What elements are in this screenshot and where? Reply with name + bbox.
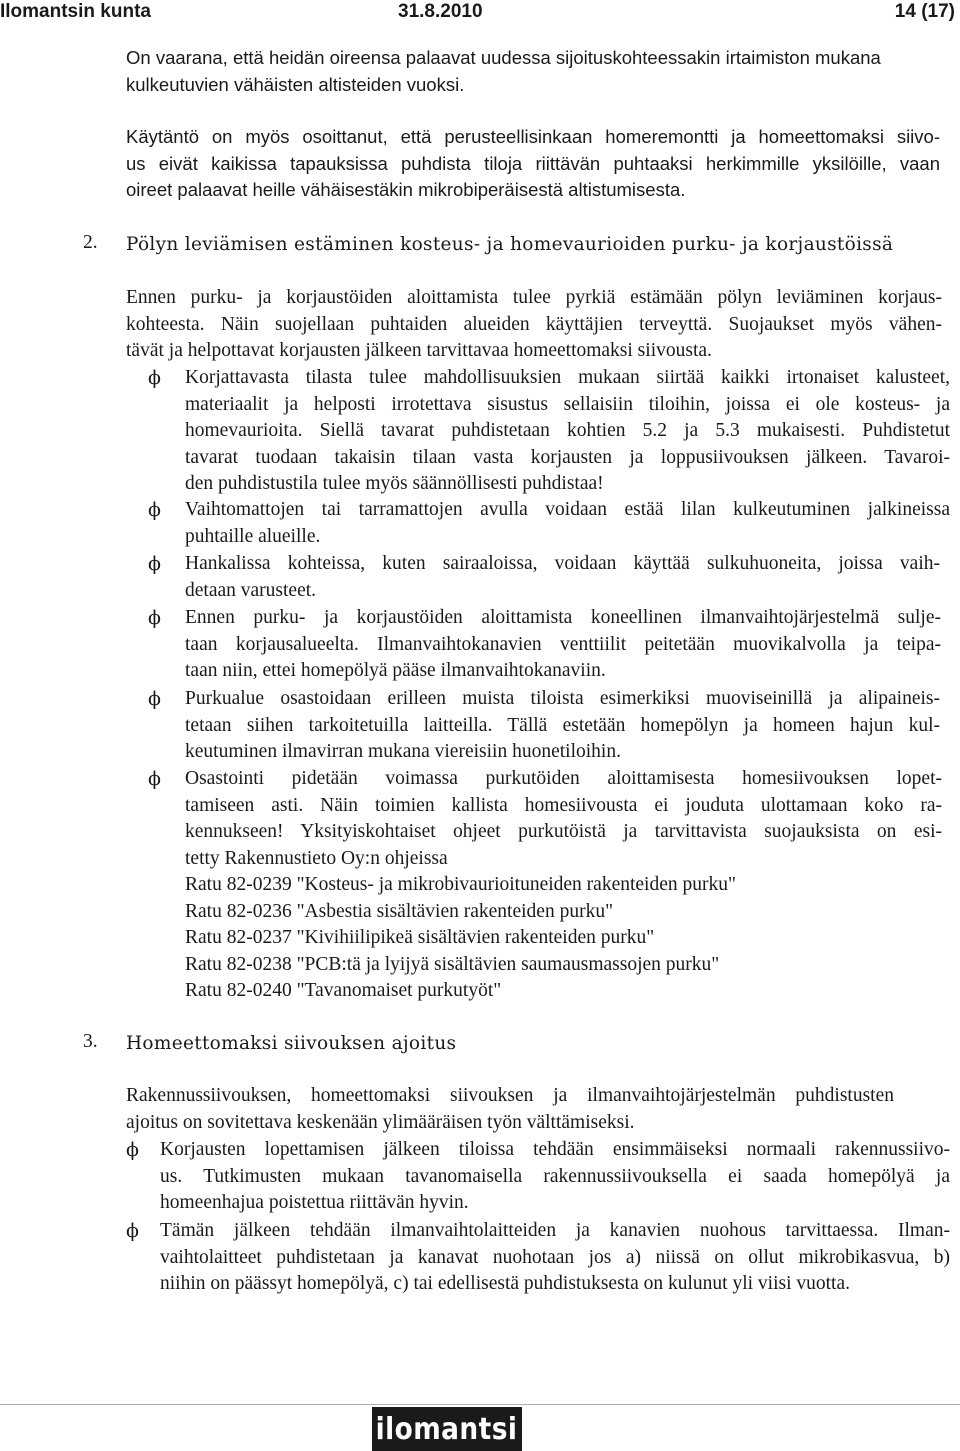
text-line: materiaalit ja helposti irrotettava sisustus sellaisiin tiloihin, joissa ei ole kosteus- ja [185,393,950,415]
section-2-bullet-2 [185,497,950,550]
section-2-bullet-5 [185,686,940,766]
section-2-lead [126,285,942,365]
text-line: us. Tutkimusten mukaan tavanomaisella rakennussiivouksella ei saada homepölyä ja [160,1165,950,1187]
text-line: taan niin, ettei homepölyä pääse ilmanvaihtokanaviin. [185,660,606,681]
text-line: ajoitus on sovitettava keskenään ylimääräisen työn välttämiseksi. [126,1111,635,1133]
text-line: Vaihtomattojen tai tarramattojen avulla voidaan estää lilan kulkeutuminen jalkineissa [185,499,950,520]
bullet-icon: ϕ [126,1220,139,1242]
reference-line: Ratu 82-0236 "Asbestia sisältävien rakenteiden purku" [185,900,614,922]
header-organization: Ilomantsin kunta [0,1,151,22]
text-line: kohteesta. Näin suojellaan puhtaiden alueiden käyttäjien terveyttä. Suojaukset myös vähen- [126,313,942,335]
section-2-number: 2. [83,232,98,253]
text-line: us eivät kaikissa tapauksissa puhdista tiloja riittävän puhtaaksi herkimmille yksilöille, vaan [126,152,940,174]
text-line: homevaurioita. Siellä tavarat puhdistetaan kohtien 5.2 ja 5.3 mukaisesti. Puhdistetut [185,420,950,441]
bullet-icon: ϕ [148,499,161,521]
ilomantsi-logo [372,1407,522,1451]
section-3-bullet-1 [160,1137,950,1217]
text-line: kennukseen! Yksityiskohtaiset ohjeet purkutöistä ja tarvittavista suojauksista on esi- [185,821,942,842]
section-3-bullet-2 [160,1218,950,1298]
header-page-number: 14 (17) [894,1,955,22]
text-line: puhtaille alueille. [185,525,321,547]
section-2-heading: Pölyn leviämisen estäminen kosteus- ja homevaurioiden purku- ja korjaustöissä [126,234,894,255]
text-line: tetaan siihen tarkoitetuilla laitteilla. Tällä estetään homepölyn ja homeen hajun kul- [185,714,940,736]
text-line: Hankalissa kohteissa, kuten sairaaloissa, voidaan käyttää sulkuhuoneita, joissa vaih- [185,553,940,574]
bullet-icon: ϕ [148,688,161,710]
text-line: homeenhajua poistettua riittävän hyvin. [160,1192,469,1213]
text-line: keutuminen ilmavirran mukana viereisiin huonetiloihin. [185,741,621,762]
text-line: Osastointi pidetään voimassa purkutöiden aloittamisesta homesiivouksen lopet- [185,768,942,789]
bullet-icon: ϕ [148,553,161,575]
text-line: vaihtolaitteet puhdistetaan ja kanavat nuohotaan jos a) niissä on ollut mikrobikasvua, b) [160,1246,950,1268]
section-3-heading: Homeettomaksi siivouksen ajoitus [126,1033,457,1054]
text-line: oireet palaavat heille vähäisestäkin mikrobiperäisestä altistumisesta. [126,179,686,200]
section-2-bullet-1 [185,365,950,498]
text-line: tavarat tuodaan takaisin tilaan vasta korjausten ja loppusiivouksen jälkeen. Tavaroi- [185,446,950,468]
text-line: Purkualue osastoidaan erilleen muista tiloista esimerkiksi muoviseinillä ja alipaineis- [185,688,940,709]
reference-line: Ratu 82-0238 "PCB:tä ja lyijyä sisältävien saumausmassojen purku" [185,953,720,975]
text-line: niihin on päässyt homepölyä, c) tai edellisestä puhdistuksesta on kulunut yli viisi vuotta. [160,1273,850,1294]
text-line: Korjausten lopettamisen jälkeen tiloissa tehdään ensimmäiseksi normaali rakennussiivo- [160,1139,950,1160]
text-line: den puhdistustila tulee myös säännöllisesti puhdistaa! [185,473,604,494]
footer-divider [0,1404,960,1405]
header-date: 31.8.2010 [398,1,483,22]
text-line: Korjattavasta tilasta tulee mahdollisuuksien mukaan siirtää kaikki irtonaiset kalusteet, [185,367,950,388]
intro-paragraph-2 [126,124,940,204]
reference-line: Ratu 82-0237 "Kivihiilipikeä sisältävien rakenteiden purku" [185,927,655,948]
section-3-number: 3. [83,1031,98,1052]
text-line: kulkeutuvien vähäisten altisteiden vuoksi. [126,73,465,95]
section-2-bullet-6 [185,766,942,1005]
text-line: Ennen purku- ja korjaustöiden aloittamista koneellinen ilmanvaihtojärjestelmä sulje- [185,607,941,628]
bullet-icon: ϕ [148,768,161,790]
intro-paragraph-1 [126,45,938,98]
bullet-icon: ϕ [148,607,161,629]
reference-line: Ratu 82-0239 "Kosteus- ja mikrobivaurioituneiden rakenteiden purku" [185,874,736,895]
text-line: detaan varusteet. [185,579,317,601]
text-line: tetty Rakennustieto Oy:n ohjeissa [185,847,448,869]
text-line: Käytäntö on myös osoittanut, että perusteellisinkaan homeremontti ja homeettomaksi siivo- [126,126,940,147]
section-2-bullet-3 [185,551,940,604]
logo-text: ilomantsi [376,1411,518,1447]
text-line: Ennen purku- ja korjaustöiden aloittamista tulee pyrkiä estämään pölyn leviäminen korjaus- [126,287,942,308]
text-line: tamiseen asti. Näin toimien kallista homesiivousta ei jouduta ulottamaan koko ra- [185,794,942,816]
bullet-icon: ϕ [148,367,161,389]
bullet-icon: ϕ [126,1139,139,1161]
text-line: On vaarana, että heidän oireensa palaavat uudessa sijoituskohteessakin irtaimiston mukana [126,47,881,68]
reference-line: Ratu 82-0240 "Tavanomaiset purkutyöt" [185,980,502,1001]
text-line: tävät ja helpottavat korjausten jälkeen tarvittavaa homeettomaksi siivousta. [126,340,712,361]
text-line: Tämän jälkeen tehdään ilmanvaihtolaitteiden ja kanavien nuohous tarvittaessa. Ilman- [160,1220,950,1241]
text-line: taan korjausalueelta. Ilmanvaihtokanavien venttiilit peitetään muovikalvolla ja teipa- [185,633,941,655]
section-3-lead [126,1083,894,1136]
text-line: Rakennussiivouksen, homeettomaksi siivouksen ja ilmanvaihtojärjestelmän puhdistusten [126,1085,894,1106]
section-2-bullet-4 [185,605,941,685]
